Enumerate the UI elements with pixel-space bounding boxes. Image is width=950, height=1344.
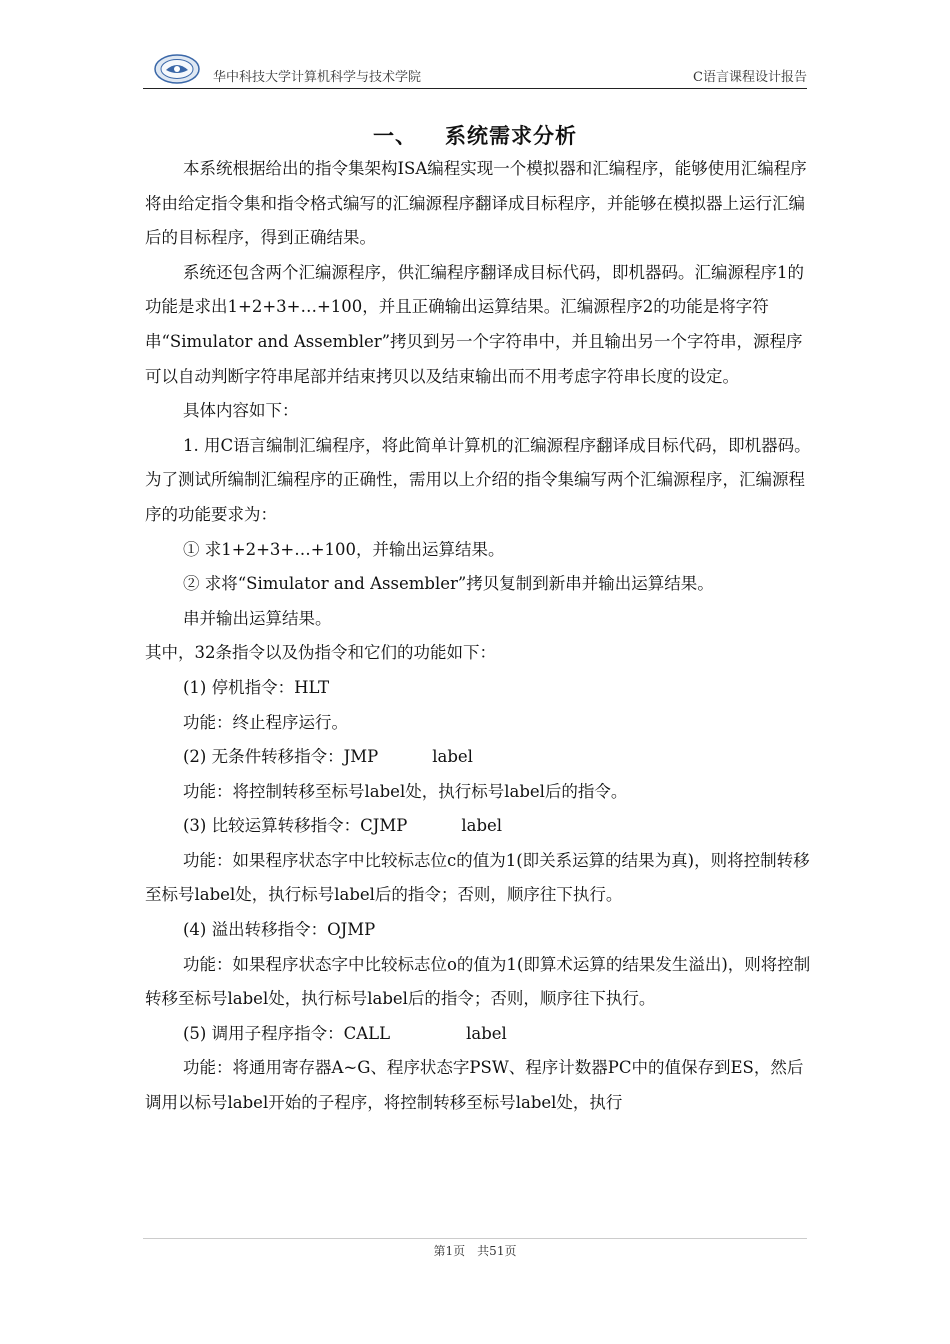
paragraph: 系统还包含两个汇编源程序，供汇编程序翻译成目标代码，即机器码。汇编源程序1的功能是求出1+2+3+…+100，并且正确输出运算结果。汇编源程序2的功能是将字符串“Simulator and Assembler”拷贝到另一个字符串中，并且输出另一个字符串，源程序可以自动判断字符串尾部并结束拷贝以及结束输出而不用考虑字符串长度的设定。: [145, 262, 804, 386]
paragraph: 其中，32条指令以及伪指令和它们的功能如下：: [145, 643, 496, 663]
list-item: ① 求1+2+3+…+100，并输出运算结果。: [183, 539, 505, 559]
instruction-operand: label: [432, 747, 473, 767]
paragraph: 具体内容如下：: [183, 401, 299, 421]
instruction-operand: label: [466, 1023, 507, 1043]
university-seal-logo: [153, 54, 201, 84]
paragraph: 1. 用C语言编制汇编程序，将此简单计算机的汇编源程序翻译成目标代码，即机器码。为了测试所编制汇编程序的正确性，需用以上介绍的指令集编写两个汇编源程序，汇编源程序的功能要求为：: [145, 435, 811, 524]
instruction-description: 功能：如果程序状态字中比较标志位o的值为1(即算术运算的结果发生溢出)，则将控制转移至标号label处，执行标号label后的指令；否则，顺序往下执行。: [145, 954, 811, 1009]
list-item: ② 求将“Simulator and Assembler”拷贝复制到新串并输出运算结果。: [183, 574, 714, 594]
header-institution: 华中科技大学计算机科学与技术学院: [213, 70, 422, 85]
footer-divider: [143, 1238, 807, 1239]
instruction-heading: [145, 1017, 811, 1052]
body-text: [145, 152, 811, 1121]
instruction-description: 功能：将通用寄存器A~G、程序状态字PSW、程序计数器PC中的值保存到ES，然后调用以标号label开始的子程序，将控制转移至标号label处，执行: [145, 1058, 804, 1113]
instruction-description: 功能：终止程序运行。: [183, 712, 348, 732]
instruction-heading: (1) 停机指令：HLT: [183, 677, 330, 697]
instruction-operand: label: [461, 816, 503, 836]
page-header: [143, 52, 807, 89]
instruction-heading: [145, 809, 811, 844]
header-report-title: C语言课程设计报告: [693, 70, 807, 85]
section-title: [0, 120, 950, 150]
instruction-name: (3) 比较运算转移指令：CJMP: [183, 816, 408, 836]
paragraph: 本系统根据给出的指令集架构ISA编程实现一个模拟器和汇编程序，能够使用汇编程序将由给定指令集和指令格式编写的汇编源程序翻译成目标程序，并能够在模拟器上运行汇编后的目标程序，得到正确结果。: [145, 159, 807, 248]
instruction-description: 功能：将控制转移至标号label处，执行标号label后的指令。: [183, 781, 628, 801]
instruction-name: (5) 调用子程序指令：CALL: [183, 1023, 391, 1043]
section-title-text: 系统需求分析: [445, 123, 577, 148]
section-number: 一、: [373, 123, 417, 148]
instruction-heading: [145, 740, 811, 775]
instruction-name: (2) 无条件转移指令：JMP: [183, 747, 379, 767]
paragraph: 串并输出运算结果。: [183, 608, 332, 628]
instruction-heading: (4) 溢出转移指令：OJMP: [183, 920, 376, 940]
instruction-description: 功能：如果程序状态字中比较标志位c的值为1(即关系运算的结果为真)，则将控制转移至标号label处，执行标号label后的指令；否则，顺序往下执行。: [145, 850, 810, 905]
page-footer: 第1页 共51页: [433, 1244, 517, 1258]
